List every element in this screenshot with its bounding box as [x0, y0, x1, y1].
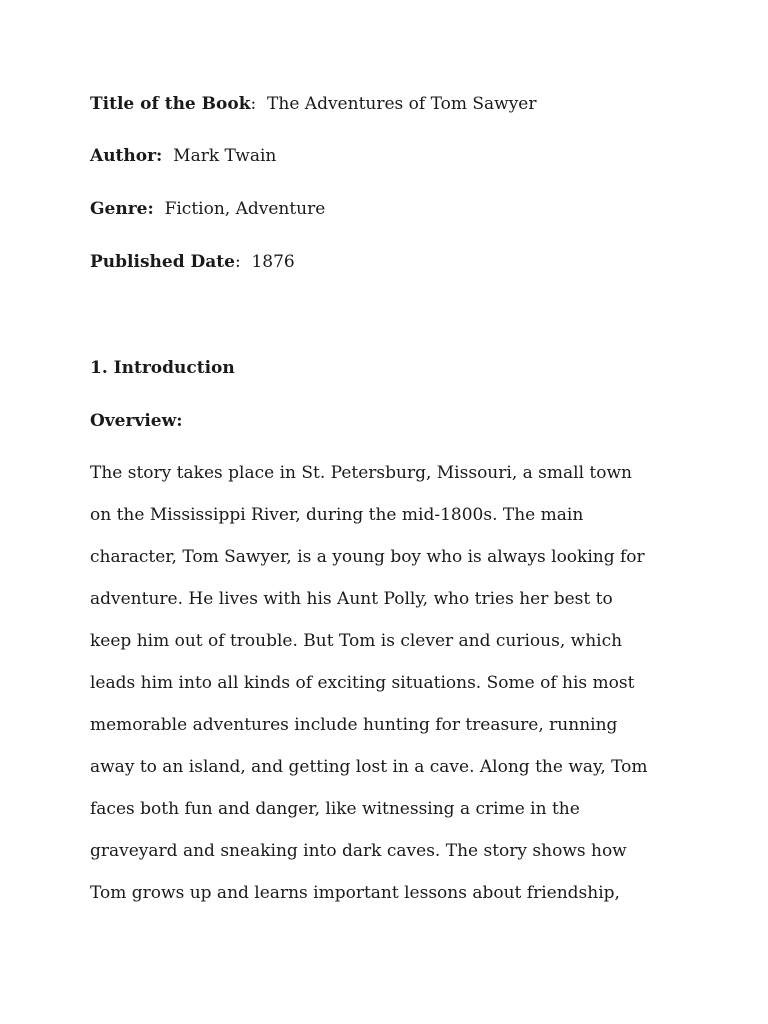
body-paragraph [90, 462, 690, 924]
author-label: Author: [90, 146, 163, 166]
paragraph-line: leads him into all kinds of exciting situations. Some of his most [90, 673, 635, 693]
section-subheading: Overview: [90, 411, 183, 431]
book-title-separator: : [250, 94, 268, 114]
published-date-separator: : [234, 252, 252, 272]
paragraph-line: Tom grows up and learns important lessons about friendship, [90, 883, 620, 903]
paragraph-line: character, Tom Sawyer, is a young boy who is always looking for [90, 547, 645, 567]
published-date-line [90, 252, 295, 272]
section-heading: 1. Introduction [90, 358, 235, 378]
paragraph-line: faces both fun and danger, like witnessing a crime in the [90, 799, 580, 819]
published-date-label: Published Date [90, 252, 235, 272]
genre-label: Genre: [90, 199, 154, 219]
genre-value: Fiction, Adventure [164, 199, 326, 219]
genre-line [90, 199, 325, 219]
genre-separator [154, 199, 165, 219]
author-line [90, 146, 276, 166]
author-separator [162, 146, 173, 166]
paragraph-line: keep him out of trouble. But Tom is clever and curious, which [90, 631, 623, 651]
paragraph-line: The story takes place in St. Petersburg, Missouri, a small town [90, 463, 632, 483]
paragraph-line: memorable adventures include hunting for treasure, running [90, 715, 618, 735]
published-date-value: 1876 [251, 252, 295, 272]
book-title-label: Title of the Book [90, 94, 251, 114]
book-title-value: The Adventures of Tom Sawyer [267, 94, 537, 114]
paragraph-line: away to an island, and getting lost in a cave. Along the way, Tom [90, 757, 648, 777]
paragraph-line: on the Mississippi River, during the mid-1800s. The main [90, 505, 584, 525]
book-title-line [90, 94, 537, 114]
paragraph-line: adventure. He lives with his Aunt Polly, who tries her best to [90, 589, 613, 609]
paragraph-line: graveyard and sneaking into dark caves. The story shows how [90, 841, 627, 861]
author-value: Mark Twain [173, 146, 277, 166]
